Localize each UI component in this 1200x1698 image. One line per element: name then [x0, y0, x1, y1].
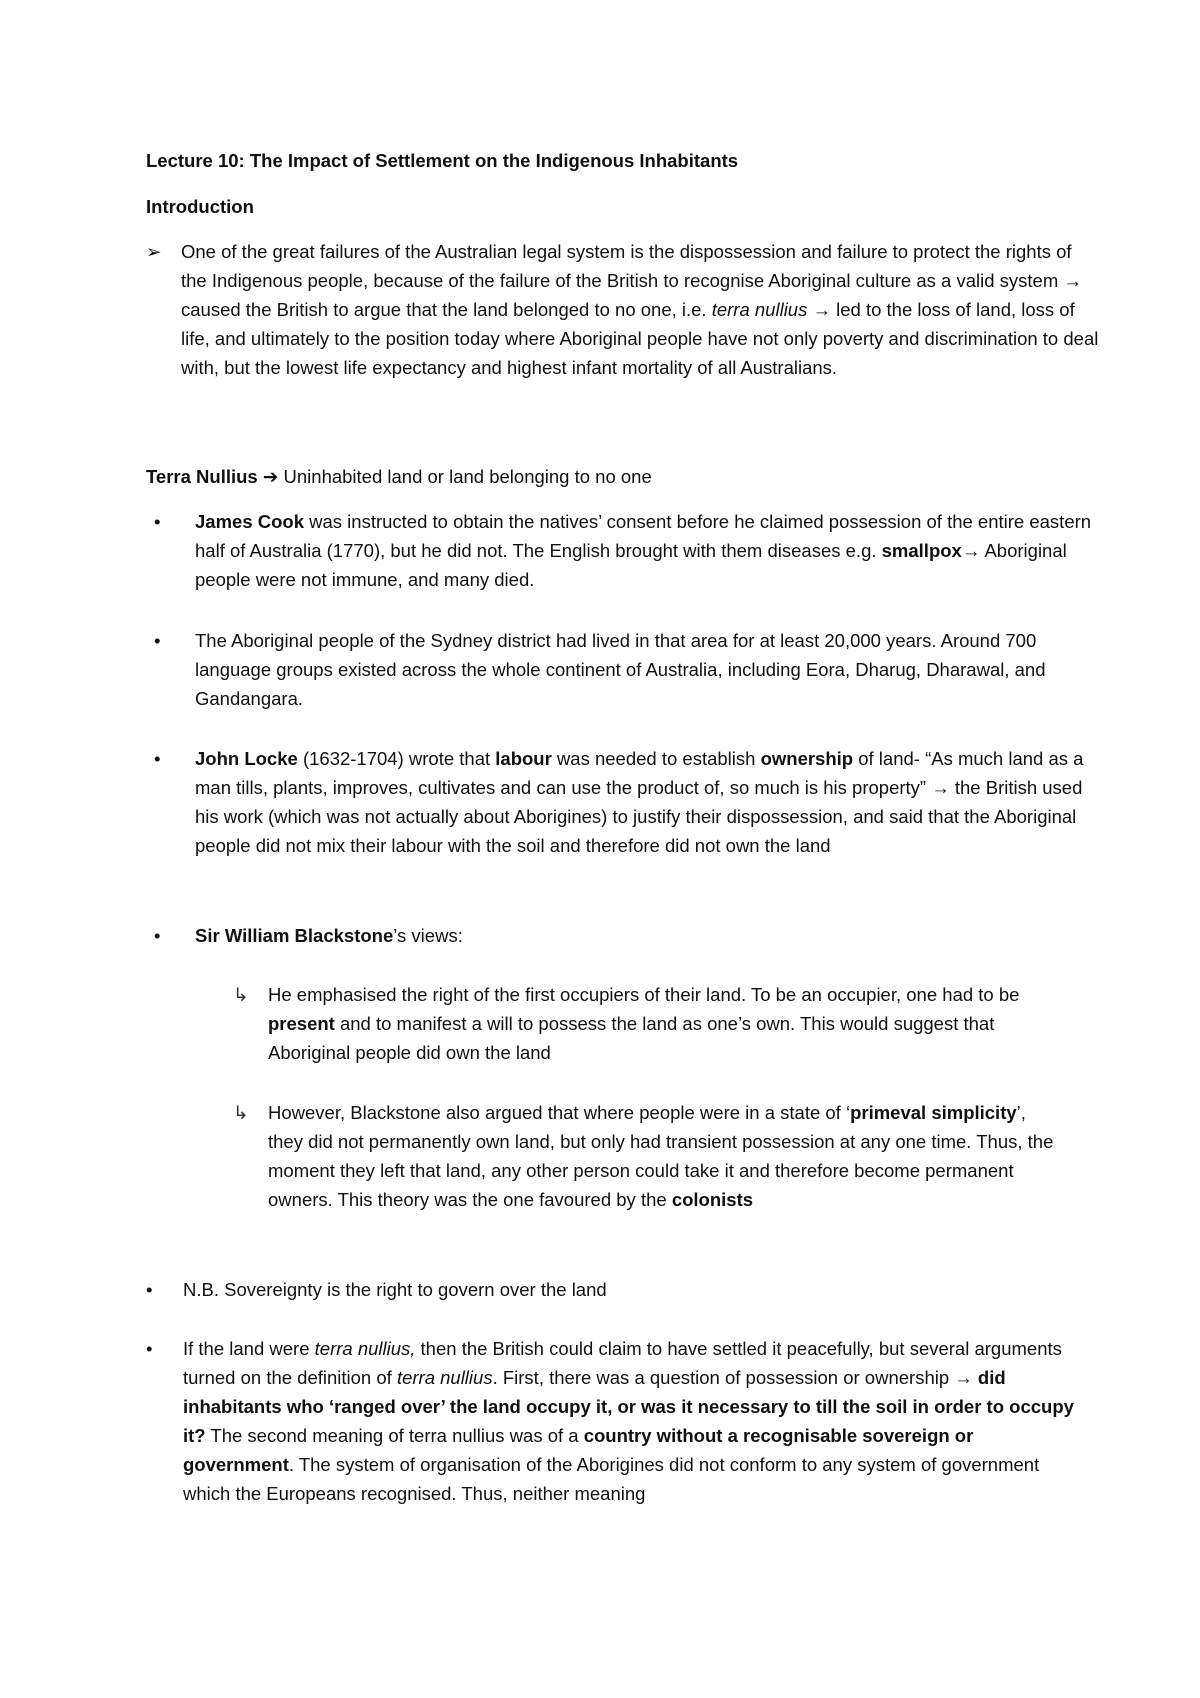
arrow-bold-icon: ➔ [262, 466, 279, 487]
triangle-bullet-icon: ➢ [146, 241, 162, 262]
hook-arrow-icon: ↳ [233, 984, 249, 1005]
bullet-sovereignty: N.B. Sovereignty is the right to govern over the land [183, 1279, 607, 1300]
terra-nullius-heading: Terra Nullius ➔ Uninhabited land or land belonging to no one [146, 466, 652, 487]
section-heading-introduction: Introduction [146, 196, 254, 217]
bullet-icon: • [154, 748, 161, 769]
bullet-sydney-district: The Aboriginal people of the Sydney district had lived in that area for at least 20,000 years. Around 700 language groups existed across the whole continent of Australia, including Eora, Dharug, Dharawal, and Gandangara. [195, 630, 1046, 709]
intro-paragraph: One of the great failures of the Australian legal system is the dispossession and failure to protect the rights of the Indigenous people, because of the failure of the British to recognise Aboriginal culture as a valid system → caused the British to argue that the land belonged to no one, i.e. terra nullius → led to the loss of land, loss of life, and ultimately to the position today where Aboriginal people have not only poverty and discrimination to deal with, but the lowest life expectancy and highest infant mortality of all Australians. [181, 241, 1099, 378]
sub-bullet-first-occupiers: He emphasised the right of the first occupiers of their land. To be an occupier, one had to be present and to manifest a will to possess the land as one’s own. This would suggest that Aboriginal people did own the land [268, 984, 1020, 1063]
arrow-icon: → [931, 777, 950, 798]
bullet-icon: • [154, 511, 161, 532]
bullet-icon: • [154, 925, 161, 946]
bullet-terra-nullius-definition: If the land were terra nullius, then the British could claim to have settled it peacefully, but several arguments turned on the definition of terra nullius. First, there was a question of possession or ownership → did inhabitants who ‘ranged over’ the land occupy it, or was it necessary to till the soil in order to occupy it? The second meaning of terra nullius was of a country without a recognisable sovereign or government. The system of organisation of the Aborigines did not conform to any system of government which the Europeans recognised. Thus, neither meaning [183, 1338, 1074, 1504]
bullet-john-locke: John Locke (1632-1704) wrote that labour was needed to establish ownership of land- “As much land as a man tills, plants, improves, cultivates and can use the product of, so much is his property” → the British used his work (which was not actually about Aborigines) to justify their dispossession, and said that the Aboriginal people did not mix their labour with the soil and therefore did not own the land [195, 748, 1084, 856]
sub-bullet-primeval-simplicity: However, Blackstone also argued that where people were in a state of ‘primeval simplicity’, they did not permanently own land, but only had transient possession at any one time. Thus, the moment they left that land, any other person could take it and therefore become permanent owners. This theory was the one favoured by the colonists [268, 1102, 1054, 1210]
arrow-icon: → [954, 1367, 973, 1388]
arrow-icon: → [812, 299, 831, 320]
bullet-icon: • [146, 1279, 153, 1300]
hook-arrow-icon: ↳ [233, 1102, 249, 1123]
bullet-icon: • [146, 1338, 153, 1359]
bullet-james-cook: James Cook was instructed to obtain the natives’ consent before he claimed possession of the entire eastern half of Australia (1770), but he did not. The English brought with them diseases e.g. smallpox→ Aboriginal people were not immune, and many died. [195, 511, 1092, 590]
bullet-blackstone: Sir William Blackstone’s views: [195, 925, 463, 946]
arrow-icon: → [1063, 270, 1082, 291]
page-title: Lecture 10: The Impact of Settlement on the Indigenous Inhabitants [146, 150, 739, 171]
bullet-icon: • [154, 630, 161, 651]
arrow-icon: → [961, 540, 981, 561]
